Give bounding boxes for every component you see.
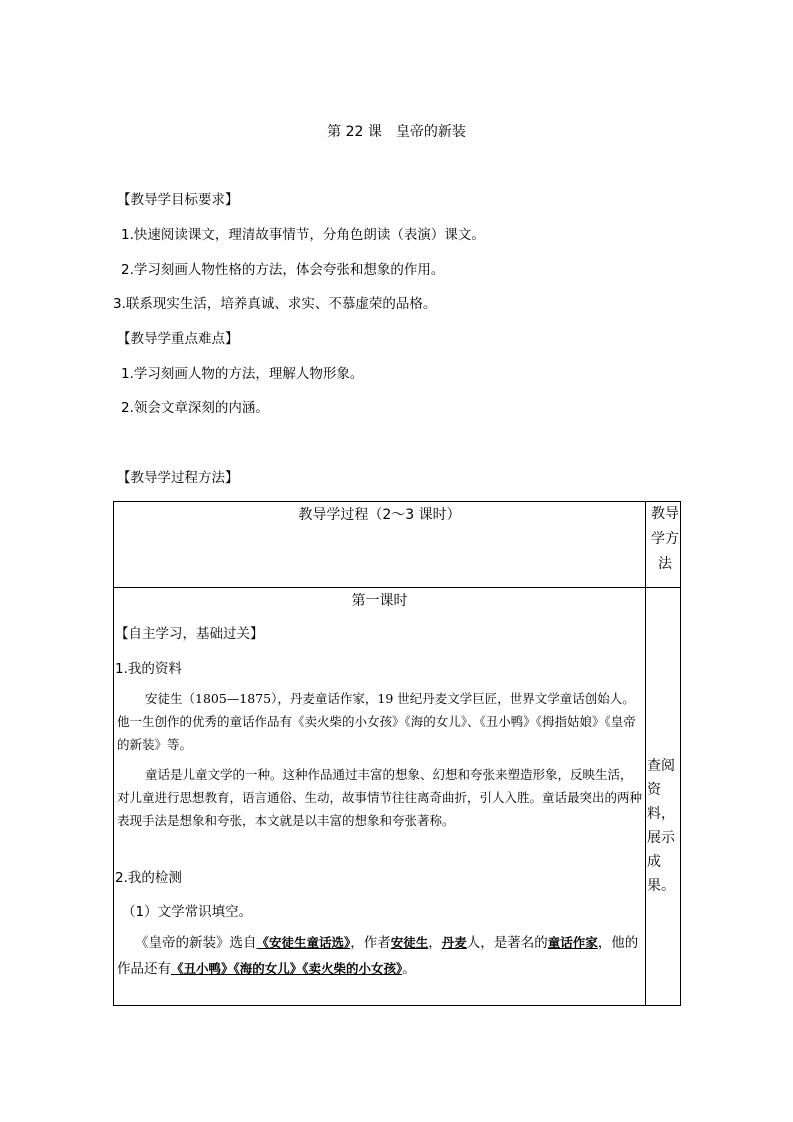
goal-item: 2.学习刻画人物性格的方法，体会夸张和想象的作用。: [121, 262, 445, 278]
sub-heading-materials: 1.我的资料: [115, 661, 182, 677]
key-point-item: 2.领会文章深刻的内涵。: [121, 400, 269, 416]
fill-blank-sentence: 《皇帝的新装》选自《安徒生童话选》，作者安徒生，丹麦人，是著名的童话作家，他的作品还有《丑小鸭》《海的女儿》《卖火柴的小女孩》。: [117, 935, 639, 977]
page-title: 第 22 课 皇帝的新装: [327, 124, 466, 140]
answer-blank: 安徒生: [390, 935, 429, 950]
process-heading: 【教导学过程方法】: [117, 470, 239, 486]
key-point-item: 1.学习刻画人物的方法，理解人物形象。: [121, 366, 364, 382]
question-1: （1）文学常识填空。: [122, 904, 253, 920]
process-table-header: 教导学过程（2～3 课时）: [298, 507, 461, 523]
sub-heading-check: 2.我的检测: [115, 870, 182, 886]
answer-blank: 童话作家: [547, 935, 598, 950]
author-paragraph: 安徒生（1805—1875），丹麦童话作家，19 世纪丹麦文学巨匠，世界文学童话创始人。他一生创作的优秀的童话作品有《卖火柴的小女孩》《海的女儿》、《丑小鸭》《拇指姑娘》《皇帝的新装》等。: [117, 691, 636, 752]
key-points-heading: 【教导学重点难点】: [117, 331, 239, 347]
answer-blank: 丹麦: [441, 935, 467, 950]
goals-heading: 【教导学目标要求】: [117, 192, 239, 208]
goal-item: 3.联系现实生活，培养真诚、求实、不慕虚荣的品格。: [113, 296, 437, 312]
answer-blank: 《安徒生童话选》: [256, 935, 351, 950]
row-divider: [114, 587, 680, 588]
answer-blank: 《丑小鸭》《海的女儿》《卖火柴的小女孩》: [171, 961, 403, 976]
goal-item: 1.快速阅读课文，理清故事情节，分角色朗读（表演）课文。: [121, 227, 485, 243]
process-table: [113, 501, 681, 1006]
method-table-header: 教导学方法: [651, 506, 679, 572]
fairy-tale-paragraph: 童话是儿童文学的一种。这种作品通过丰富的想象、幻想和夸张来塑造形象，反映生活，对儿童进行思想教育，语言通俗、生动，故事情节往往离奇曲折，引人入胜。童话最突出的两种表现手法是想象和夸张，本文就是以丰富的想象和夸张著称。: [117, 767, 643, 828]
column-divider: [645, 502, 646, 1005]
section-heading: 【自主学习，基础过关】: [115, 626, 264, 642]
lesson-title: 第一课时: [351, 593, 408, 609]
method-cell: 查阅资料，展示成果。: [647, 758, 675, 894]
